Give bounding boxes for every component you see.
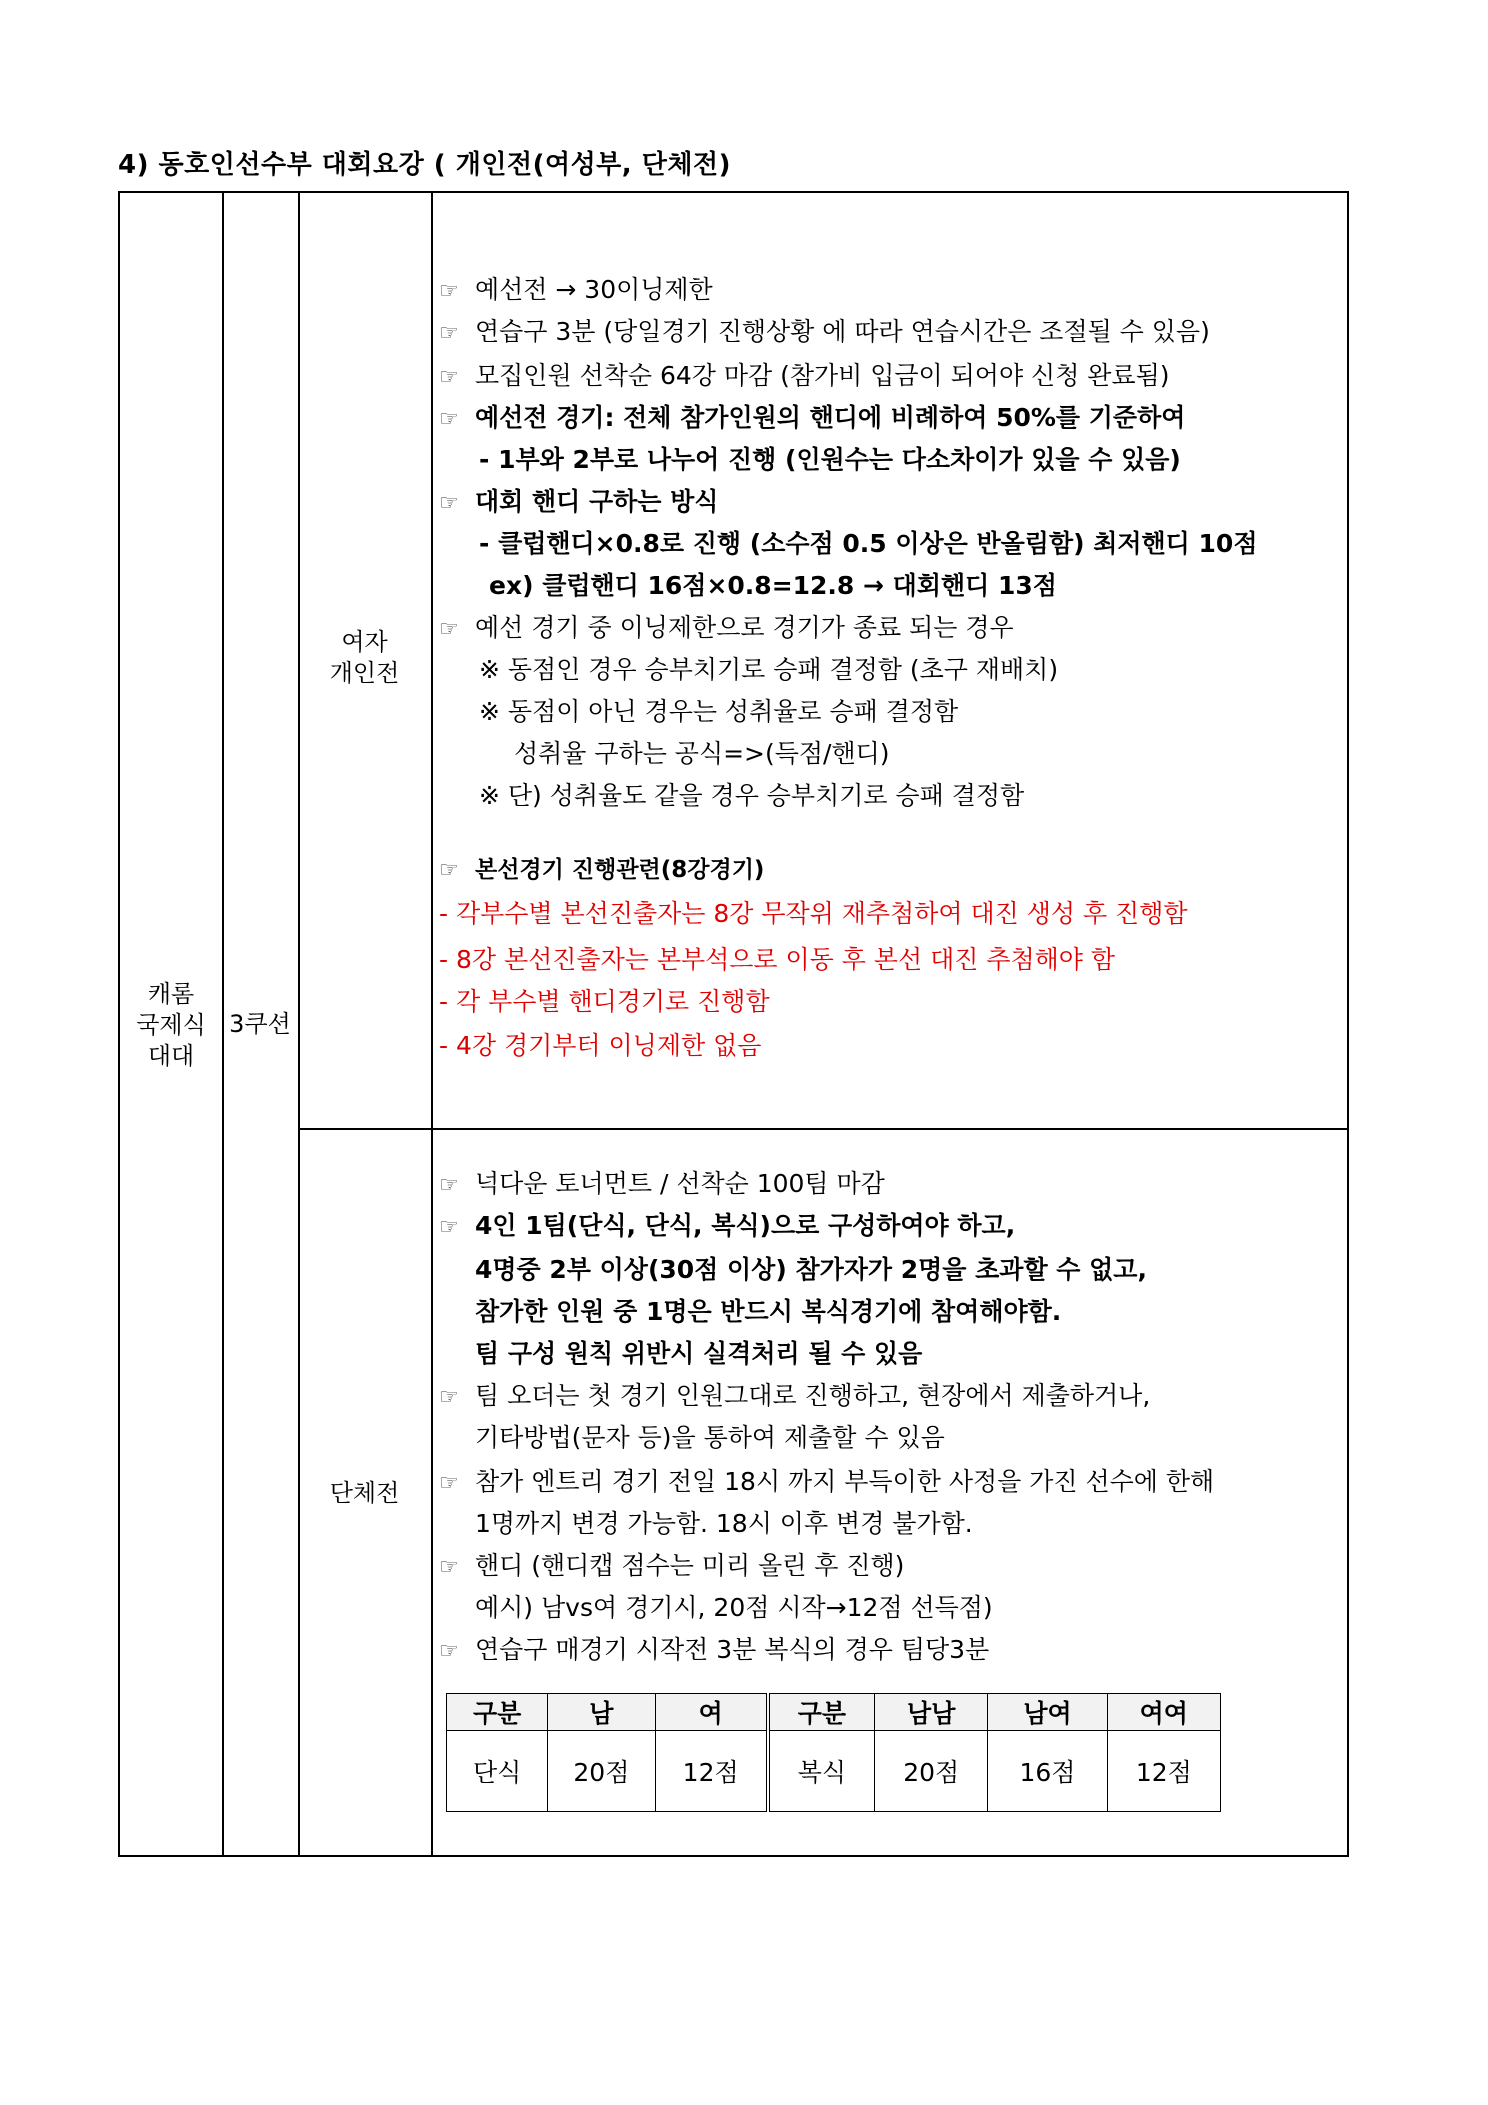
rule-text: 핸디 (핸디캡 점수는 미리 올린 후 진행) bbox=[475, 1551, 905, 1580]
rule-text: 기타방법(문자 등)을 통하여 제출할 수 있음 bbox=[475, 1423, 945, 1452]
rule-text: 팀 구성 원칙 위반시 실격처리 될 수 있음 bbox=[475, 1339, 923, 1368]
page-heading: 4) 동호인선수부 대회요강 ( 개인전(여성부, 단체전) bbox=[118, 150, 731, 180]
rule-line bbox=[439, 849, 764, 892]
table-cell: 복식 bbox=[768, 1731, 875, 1812]
rule-line bbox=[439, 607, 1014, 651]
pointing-hand-icon: ☞ bbox=[439, 1471, 459, 1496]
rule-text: ex) 클럽핸디 16점×0.8=12.8 → 대회핸디 13점 bbox=[489, 571, 1057, 600]
table-row bbox=[447, 1731, 1221, 1812]
header-cell: 구분 bbox=[768, 1694, 875, 1731]
rule-text: 성취율 구하는 공식=>(득점/핸디) bbox=[514, 739, 890, 768]
rule-line bbox=[439, 1291, 1061, 1333]
table-cell: 16점 bbox=[988, 1731, 1107, 1812]
venue-line: 대대 bbox=[147, 1042, 195, 1070]
rule-text: ※ 동점인 경우 승부치기로 승패 결정함 (초구 재배치) bbox=[479, 655, 1059, 684]
pointing-hand-icon: ☞ bbox=[439, 1215, 459, 1240]
category-line: 개인전 bbox=[329, 659, 400, 687]
rule-text: 예선 경기 중 이닝제한으로 경기가 종료 되는 경우 bbox=[475, 613, 1014, 642]
rule-line bbox=[439, 397, 1185, 441]
rule-text: - 4강 경기부터 이닝제한 없음 bbox=[439, 1031, 762, 1060]
rule-text: 4인 1팀(단식, 단식, 복식)으로 구성하여야 하고, bbox=[475, 1211, 1016, 1240]
rule-line bbox=[439, 1163, 885, 1207]
rule-line bbox=[439, 1461, 1214, 1505]
rule-text: - 각부수별 본선진출자는 8강 무작위 재추첨하여 대진 생성 후 진행함 bbox=[439, 899, 1188, 928]
pointing-hand-icon: ☞ bbox=[439, 1385, 459, 1410]
table-cell: 20점 bbox=[548, 1731, 655, 1812]
table-cell: 12점 bbox=[655, 1731, 768, 1812]
venue-cell bbox=[120, 979, 222, 1072]
rule-text: 본선경기 진행관련(8강경기) bbox=[475, 857, 765, 883]
rule-line bbox=[439, 893, 1188, 935]
pointing-hand-icon: ☞ bbox=[439, 365, 459, 390]
rule-line bbox=[439, 1629, 989, 1673]
rule-text: ※ 단) 성취율도 같을 경우 승부치기로 승패 결정함 bbox=[479, 781, 1025, 810]
rule-text: 참가한 인원 중 1명은 반드시 복식경기에 참여해야함. bbox=[475, 1297, 1062, 1326]
venue-line: 국제식 bbox=[136, 1011, 206, 1039]
row-divider bbox=[298, 1128, 1347, 1130]
rule-text: 4명중 2부 이상(30점 이상) 참가자가 2명을 초과할 수 없고, bbox=[475, 1255, 1147, 1284]
rules-table bbox=[118, 191, 1349, 1857]
rule-text: 예선전 → 30이닝제한 bbox=[475, 275, 713, 304]
pointing-hand-icon: ☞ bbox=[439, 1639, 459, 1664]
header-cell: 여 bbox=[655, 1694, 768, 1731]
sub-type-cell: 3쿠션 bbox=[229, 1010, 291, 1038]
rule-line bbox=[439, 1375, 1150, 1419]
rule-text: - 1부와 2부로 나누어 진행 (인원수는 다소차이가 있을 수 있음) bbox=[479, 445, 1181, 474]
pointing-hand-icon: ☞ bbox=[439, 1555, 459, 1580]
rule-line bbox=[439, 1503, 973, 1545]
rule-line bbox=[439, 1333, 922, 1375]
rule-text: - 클럽핸디×0.8로 진행 (소수점 0.5 이상은 반올림함) 최저핸디 10점 bbox=[479, 529, 1258, 558]
table-cell: 단식 bbox=[447, 1731, 548, 1812]
rule-line bbox=[439, 733, 890, 775]
rule-line bbox=[439, 481, 718, 525]
rule-text: 참가 엔트리 경기 전일 18시 까지 부득이한 사정을 가진 선수에 한해 bbox=[475, 1467, 1215, 1496]
table-cell: 12점 bbox=[1107, 1731, 1220, 1812]
pointing-hand-icon: ☞ bbox=[439, 407, 459, 432]
table-header-row bbox=[447, 1694, 1221, 1731]
rule-text: 넉다운 토너먼트 / 선착순 100팀 마감 bbox=[475, 1169, 885, 1198]
rule-line bbox=[439, 1249, 1147, 1291]
rule-text: ※ 동점이 아닌 경우는 성취율로 승패 결정함 bbox=[479, 697, 959, 726]
rule-line bbox=[439, 439, 1181, 481]
rule-text: 연습구 매경기 시작전 3분 복식의 경우 팀당3분 bbox=[475, 1635, 990, 1664]
rule-text: 팀 오더는 첫 경기 인원그대로 진행하고, 현장에서 제출하거나, bbox=[475, 1381, 1151, 1410]
pointing-hand-icon: ☞ bbox=[439, 321, 459, 346]
rule-line bbox=[439, 1025, 761, 1067]
rule-line bbox=[439, 1545, 904, 1589]
rule-line bbox=[439, 565, 1057, 607]
header-cell: 남여 bbox=[988, 1694, 1107, 1731]
rule-text: 예시) 남vs여 경기시, 20점 시작→12점 선득점) bbox=[475, 1593, 993, 1622]
rule-line bbox=[439, 649, 1058, 691]
rule-text: 1명까지 변경 가능함. 18시 이후 변경 불가함. bbox=[475, 1509, 973, 1538]
rule-line bbox=[439, 691, 958, 733]
rule-text: 대회 핸디 구하는 방식 bbox=[475, 487, 719, 516]
rule-text: - 각 부수별 핸디경기로 진행함 bbox=[439, 987, 770, 1016]
category-line: 여자 bbox=[341, 628, 388, 656]
header-cell: 여여 bbox=[1107, 1694, 1220, 1731]
team-category-cell: 단체전 bbox=[329, 1479, 400, 1507]
rule-line bbox=[439, 775, 1024, 817]
header-cell: 구분 bbox=[447, 1694, 548, 1731]
rule-text: 모집인원 선착순 64강 마감 (참가비 입금이 되어야 신청 완료됨) bbox=[475, 361, 1170, 390]
pointing-hand-icon: ☞ bbox=[439, 491, 459, 516]
rule-line bbox=[439, 1205, 1015, 1249]
pointing-hand-icon: ☞ bbox=[439, 858, 459, 883]
rule-line bbox=[439, 939, 1115, 981]
pointing-hand-icon: ☞ bbox=[439, 279, 459, 304]
rule-line bbox=[439, 355, 1170, 399]
handicap-score-table bbox=[446, 1693, 1221, 1812]
column-divider bbox=[431, 193, 433, 1855]
rule-line bbox=[439, 981, 770, 1023]
rule-line bbox=[439, 311, 1210, 355]
pointing-hand-icon: ☞ bbox=[439, 1173, 459, 1198]
column-divider bbox=[298, 193, 300, 1855]
rule-line bbox=[439, 1587, 993, 1629]
rule-text: - 8강 본선진출자는 본부석으로 이동 후 본선 대진 추첨해야 함 bbox=[439, 945, 1116, 974]
pointing-hand-icon: ☞ bbox=[439, 617, 459, 642]
header-cell: 남남 bbox=[875, 1694, 988, 1731]
rule-text: 예선전 경기: 전체 참가인원의 핸디에 비례하여 50%를 기준하여 bbox=[475, 403, 1186, 432]
rule-line bbox=[439, 269, 713, 313]
header-cell: 남 bbox=[548, 1694, 655, 1731]
rule-line bbox=[439, 523, 1257, 565]
table-cell: 20점 bbox=[875, 1731, 988, 1812]
venue-line: 캐롬 bbox=[147, 980, 195, 1008]
rule-line bbox=[439, 1417, 945, 1459]
rule-text: 연습구 3분 (당일경기 진행상황 에 따라 연습시간은 조절될 수 있음) bbox=[475, 317, 1210, 346]
individual-category-cell bbox=[298, 627, 431, 689]
